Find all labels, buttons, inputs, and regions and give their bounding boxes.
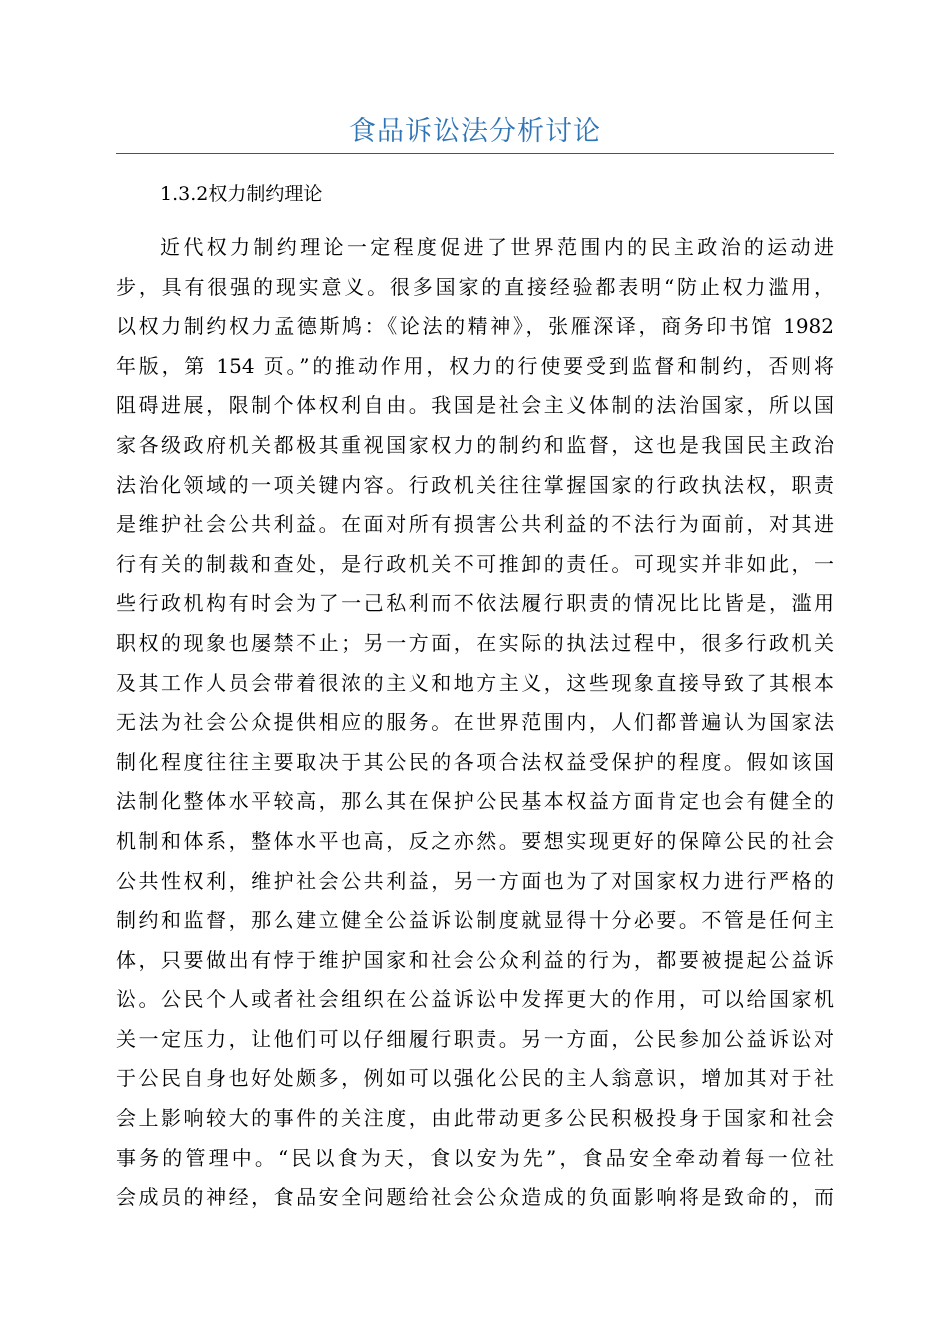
paragraph-line: 年版，第 154 页。”的推动作用，权力的行使要受到监督和制约，否则将	[116, 353, 834, 378]
paragraph-line: 以权力制约权力孟德斯鸠：《论法的精神》，张雁深译，商务印书馆 1982	[116, 314, 834, 339]
paragraph-line: 体，只要做出有悖于维护国家和社会公众利益的行为，都要被提起公益诉	[116, 947, 834, 972]
paragraph-line: 无法为社会公众提供相应的服务。在世界范围内，人们都普遍认为国家法	[116, 710, 834, 735]
paragraph-line: 职权的现象也屡禁不止；另一方面，在实际的执法过程中，很多行政机关	[116, 630, 834, 655]
paragraph-line: 制约和监督，那么建立健全公益诉讼制度就显得十分必要。不管是任何主	[116, 908, 834, 933]
page-title: 食品诉讼法分析讨论	[349, 116, 601, 147]
paragraph-line: 公共性权利，维护社会公共利益，另一方面也为了对国家权力进行严格的	[116, 868, 834, 893]
paragraph-line: 行有关的制裁和查处，是行政机关不可推卸的责任。可现实并非如此，一	[116, 551, 834, 576]
paragraph-line: 关一定压力，让他们可以仔细履行职责。另一方面，公民参加公益诉讼对	[116, 1026, 834, 1051]
paragraph-line: 些行政机构有时会为了一己私利而不依法履行职责的情况比比皆是，滥用	[116, 591, 834, 616]
paragraph-line: 事务的管理中。“民以食为天，食以安为先”，食品安全牵动着每一位社	[116, 1145, 834, 1170]
paragraph-line: 家各级政府机关都极其重视国家权力的制约和监督，这也是我国民主政治	[116, 432, 834, 457]
paragraph-line: 步，具有很强的现实意义。很多国家的直接经验都表明“防止权力滥用，	[116, 274, 834, 299]
paragraph-line: 及其工作人员会带着很浓的主义和地方主义，这些现象直接导致了其根本	[116, 670, 834, 695]
title-divider	[116, 153, 834, 154]
paragraph-line: 于公民自身也好处颇多，例如可以强化公民的主人翁意识，增加其对于社	[116, 1066, 834, 1091]
paragraph-line: 近代权力制约理论一定程度促进了世界范围内的民主政治的运动进	[160, 235, 834, 259]
paragraph-line: 法治化领域的一项关键内容。行政机关往往掌握国家的行政执法权，职责	[116, 472, 834, 497]
paragraph-line: 讼。公民个人或者社会组织在公益诉讼中发挥更大的作用，可以给国家机	[116, 987, 834, 1012]
paragraph-line: 会成员的神经，食品安全问题给社会公众造成的负面影响将是致命的，而	[116, 1185, 834, 1210]
paragraph-line: 是维护社会公共利益。在面对所有损害公共利益的不法行为面前，对其进	[116, 512, 834, 537]
paragraph-line: 机制和体系，整体水平也高，反之亦然。要想实现更好的保障公民的社会	[116, 828, 834, 853]
paragraph-line: 制化程度往往主要取决于其公民的各项合法权益受保护的程度。假如该国	[116, 749, 834, 774]
paragraph-line: 法制化整体水平较高，那么其在保护公民基本权益方面肯定也会有健全的	[116, 789, 834, 814]
section-heading: 1.3.2权力制约理论	[160, 183, 323, 205]
paragraph-line: 阻碍进展，限制个体权利自由。我国是社会主义体制的法治国家，所以国	[116, 393, 834, 418]
paragraph-line: 会上影响较大的事件的关注度，由此带动更多公民积极投身于国家和社会	[116, 1106, 834, 1131]
body-paragraph	[116, 228, 834, 1218]
